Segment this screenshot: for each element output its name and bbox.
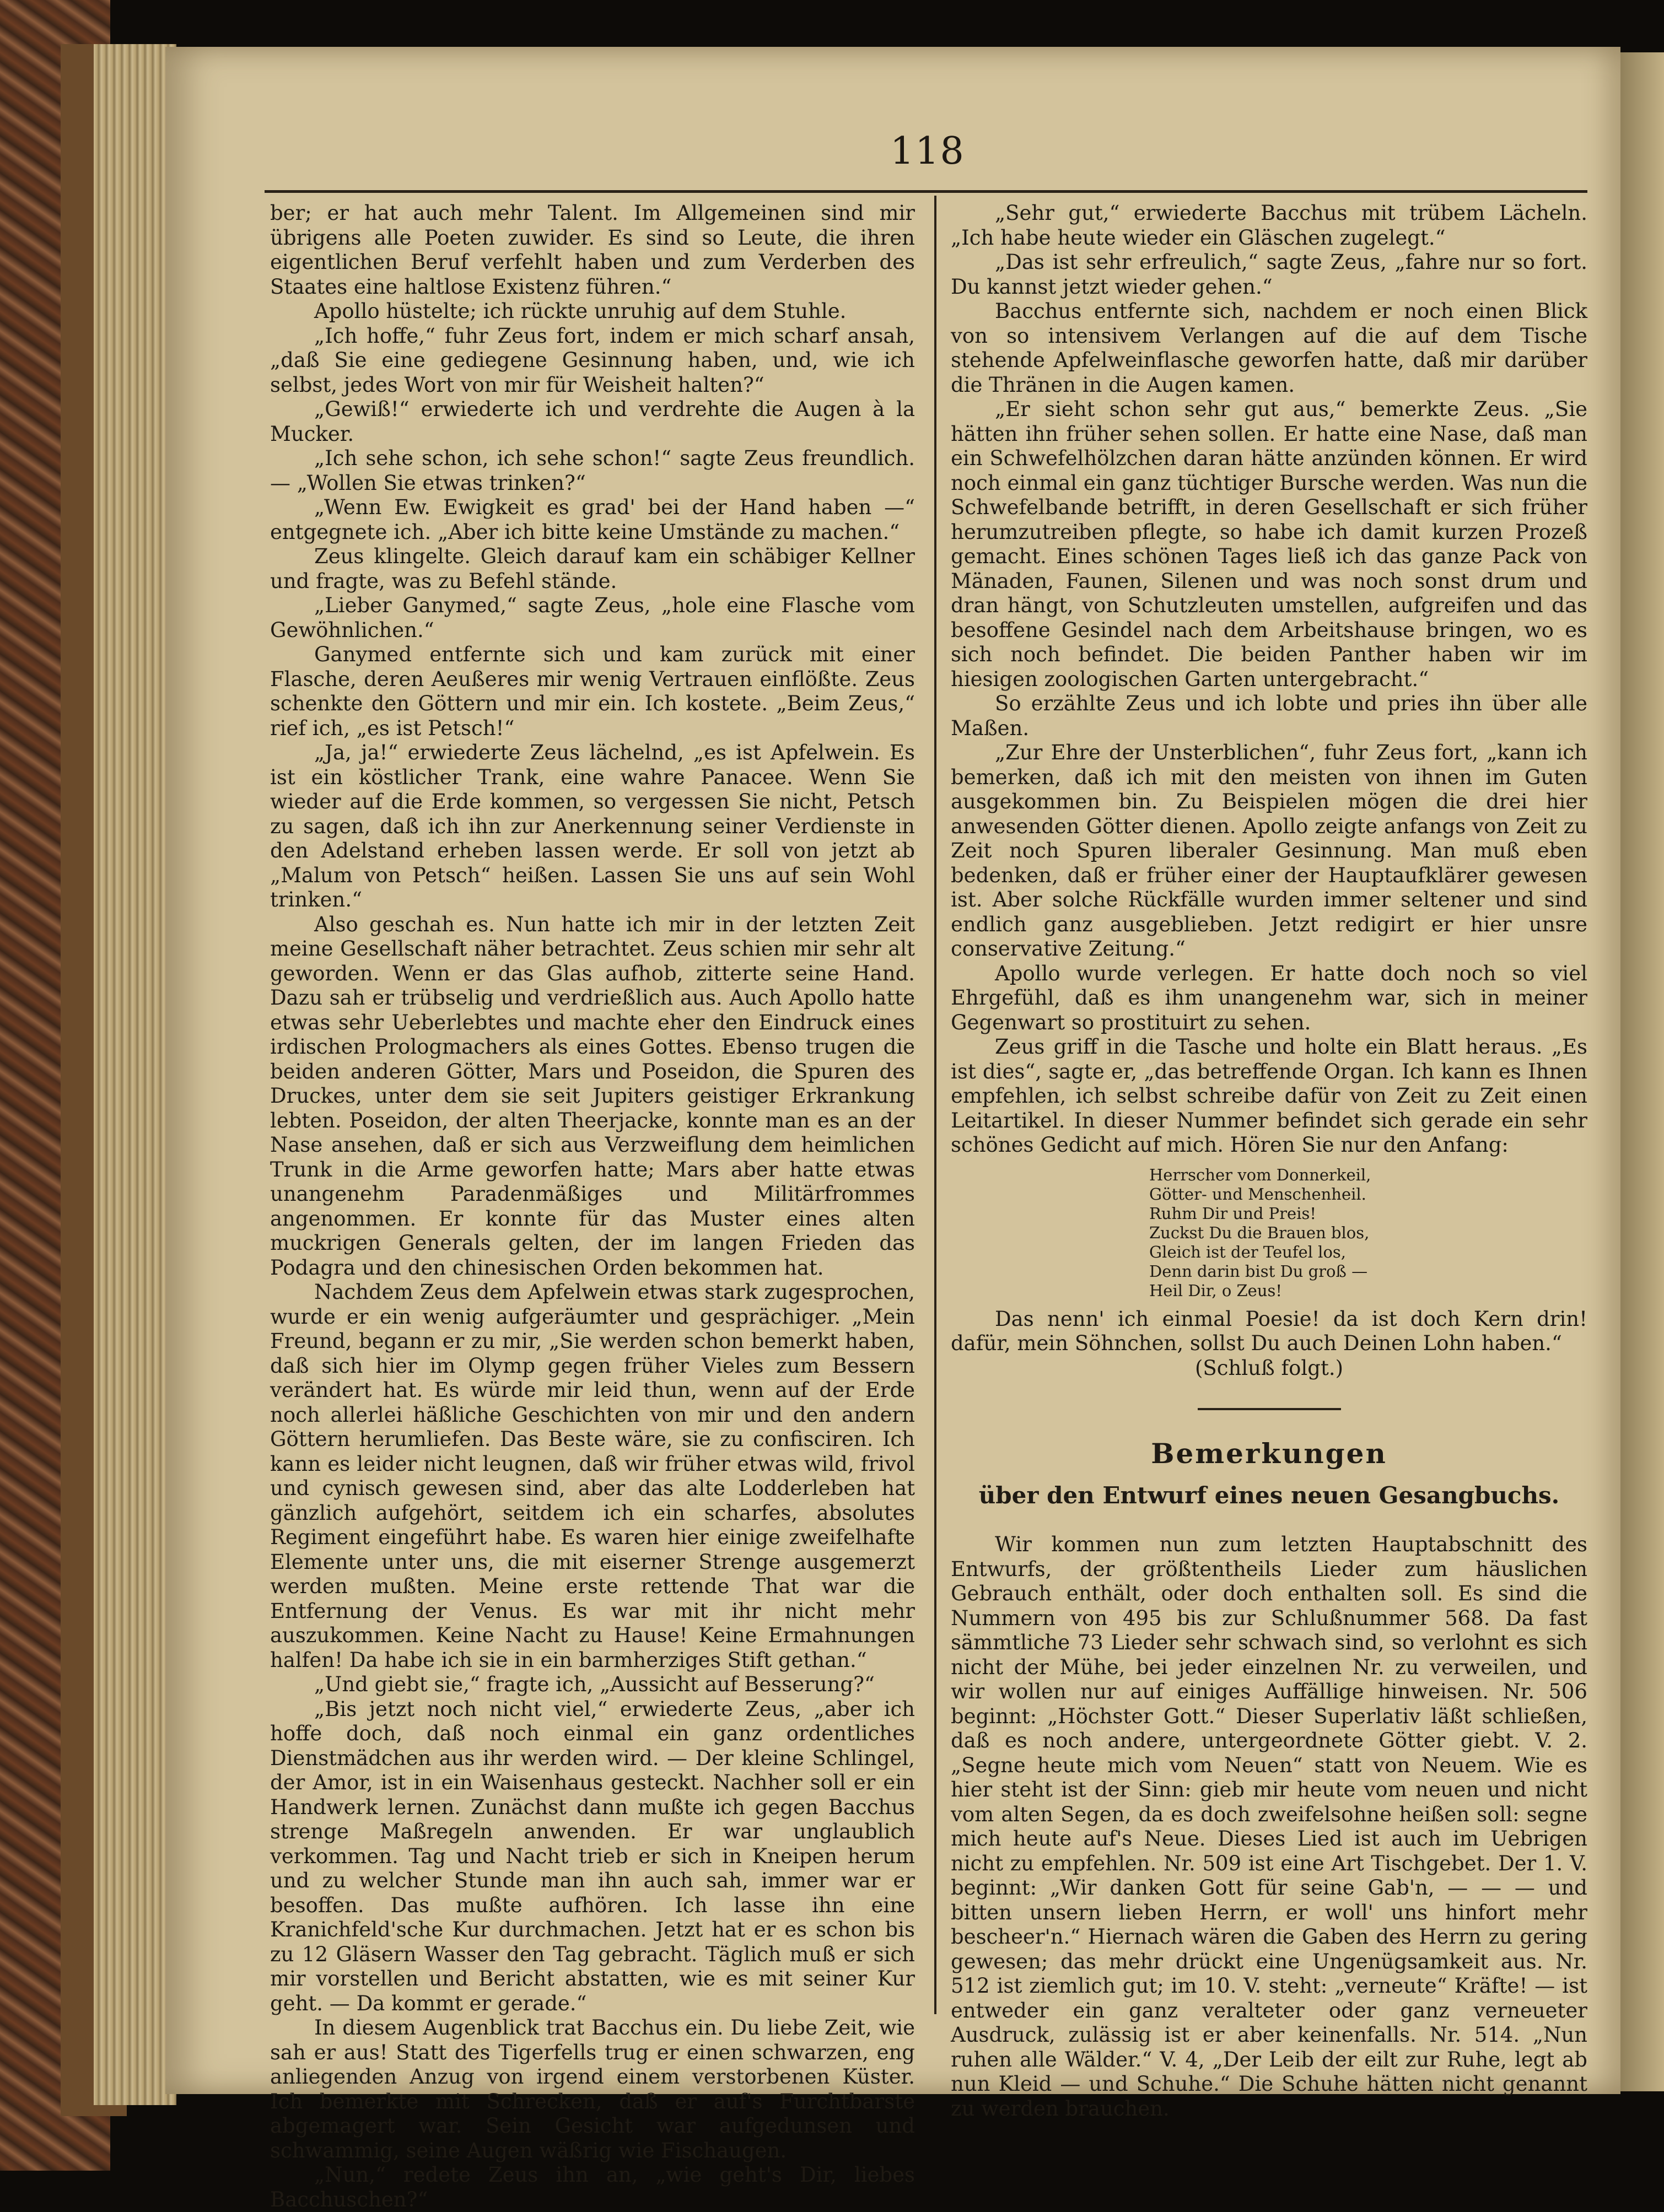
paragraph: „Wenn Ew. Ewigkeit es grad' bei der Hand haben —“ entgegnete ich. „Aber ich bitte keine Umstände zu machen.“	[270, 495, 915, 544]
paragraph: Bacchus entfernte sich, nachdem er noch einen Blick von so intensivem Verlangen auf die auf dem Tische stehende Apfelweinflasche geworfen hatte, daß mir darüber die Thränen in die Augen kamen.	[951, 299, 1587, 397]
paragraph: „Lieber Ganymed,“ sagte Zeus, „hole eine Flasche vom Gewöhnlichen.“	[270, 594, 915, 642]
paragraph: „Ich hoffe,“ fuhr Zeus fort, indem er mich scharf ansah, „daß Sie eine gediegene Gesinnung haben, und, wie ich selbst, jedes Wort von mir für Weisheit halten?“	[270, 323, 915, 397]
story-continuation	[951, 201, 1587, 1158]
paragraph: „Ich sehe schon, ich sehe schon!“ sagte Zeus freundlich. — „Wollen Sie etwas trinken?“	[270, 446, 915, 495]
paragraph: „Bis jetzt noch nicht viel,“ erwiederte Zeus, „aber ich hoffe doch, daß noch einmal ein ganz ordentliches Dienstmädchen aus ihr werden wird. — Der kleine Schlingel, der Amor, ist in ein Waisenhaus gesteckt. Nachher soll er ein Handwerk lernen. Zunächst dann mußte ich gegen Bacchus strenge Maßregeln anwenden. Er war unglaublich verkommen. Tag und Nacht trieb er sich in Kneipen herum und zu welcher Stunde man ihn auch sah, immer war er besoffen. Das mußte aufhören. Ich lasse ihn eine Kranichfeld'sche Kur durchmachen. Jetzt hat er es schon bis zu 12 Gläsern Wasser den Tag gebracht. Täglich muß er sich mir vorstellen und Bericht abstatten, wie es mit seiner Kur geht. — Da kommt er gerade.“	[270, 1697, 915, 2015]
paragraph: Nachdem Zeus dem Apfelwein etwas stark zugesprochen, wurde er ein wenig aufgeräumter und gesprächiger. „Mein Freund, begann er zu mir, „Sie werden schon bemerkt haben, daß sich hier im Olymp gegen früher Vieles zum Bessern verändert hat. Es würde mir leid thun, wenn auf der Erde noch allerlei häßliche Geschichten von mir und den andern Göttern herumliefen. Das Beste wäre, sie zu confisciren. Ich kann es leider nicht leugnen, daß wir früher etwas wild, frivol und cynisch gewesen sind, aber das alte Lodderleben hat gänzlich aufgehört, seitdem ich ein scharfes, absolutes Regiment eingeführt habe. Es waren hier einige zweifelhafte Elemente unter uns, die mit eiserner Strenge ausgemerzt werden mußten. Meine erste rettende That war die Entfernung der Venus. Es war mit ihr nicht mehr auszukommen. Keine Nacht zu Hause! Keine Ermahnungen halfen! Da habe ich sie in ein barmherziges Stift gethan.“	[270, 1280, 915, 1672]
poem-line: Götter- und Menschenheil.	[1149, 1184, 1366, 1204]
paragraph: In diesem Augenblick trat Bacchus ein. Du liebe Zeit, wie sah er aus! Statt des Tigerfells trug er einen schwarzen, eng anliegenden Anzug von irgend einem verstorbenen Küster. Ich bemerkte mit Schrecken, daß er auf's Furchtbarste abgemagert war. Sein Gesicht war aufgedunsen und schwammig, seine Augen wäßrig wie Fischaugen.	[270, 2016, 915, 2162]
paragraph: „Zur Ehre der Unsterblichen“, fuhr Zeus fort, „kann ich bemerken, daß ich mit den meisten von ihnen im Guten ausgekommen bin. Zu Beispielen mögen die drei hier anwesenden Götter dienen. Apollo zeigte anfangs von Zeit zu Zeit noch Spuren liberaler Gesinnung. Man muß eben bedenken, daß er früher einer der Hauptaufklärer gewesen ist. Aber solche Rückfälle wurden immer seltener und sind endlich ganz ausgeblieben. Jetzt redigirt er hier unsre conservative Zeitung.“	[951, 741, 1587, 961]
paragraph: „Nun,“ redete Zeus ihn an, „wie geht's Dir, liebes Bacchuschen?“	[270, 2163, 915, 2211]
paragraph: „Er sieht schon sehr gut aus,“ bemerkte Zeus. „Sie hätten ihn früher sehen sollen. Er hatte eine Nase, daß man ein Schwefelhölzchen daran hätte anzünden können. Er wird noch einmal ein ganz tüchtiger Bursche werden. Was nun die Schwefelbande betrifft, in deren Gesellschaft er sich früher herumzutreiben pflegte, so habe ich damit kurzen Prozeß gemacht. Eines schönen Tages ließ ich das ganze Pack von Mänaden, Faunen, Silenen und was noch sonst drum und dran hängt, von Schutzleuten umstellen, aufgreifen und das besoffene Gesindel nach dem Arbeitshause bringen, wo es sich noch befindet. Die beiden Panther haben wir im hiesigen zoologischen Garten untergebracht.“	[951, 397, 1587, 691]
continued-note: (Schluß folgt.)	[1194, 1356, 1344, 1380]
paragraph: ber; er hat auch mehr Talent. Im Allgemeinen sind mir übrigens alle Poeten zuwider. Es sind so Leute, die ihren eigentlichen Beruf verfehlt haben und zum Verderben des Staates eine haltlose Existenz führen.“	[270, 201, 915, 299]
article-body: Wir kommen nun zum letzten Hauptabschnitt des Entwurfs, der größtentheils Lieder zum häuslichen Gebrauch enthält, oder doch enthalten soll. Es sind die Nummern von 495 bis zur Schlußnummer 568. Da fast sämmtliche 73 Lieder sehr schwach sind, so verlohnt es sich nicht der Mühe, bei jeder einzelnen Nr. zu verweilen, und wir wollen nur auf einiges Auffällige hinweisen. Nr. 506 beginnt: „Höchster Gott.“ Dieser Superlativ läßt schließen, daß es noch andere, untergeordnete Götter giebt. V. 2. „Segne heute mich vom Neuen“ statt von Neuem. Wie es hier steht ist der Sinn: gieb mir heute vom neuen und nicht vom alten Segen, da es doch zweifelsohne heißen soll: segne mich heute auf's Neue. Dieses Lied ist auch im Uebrigen nicht zu empfehlen. Nr. 509 ist eine Art Tischgebet. Der 1. V. beginnt: „Wir danken Gott für seine Gab'n, — — — und bitten unsern lieben Herrn, er woll' uns hinfort mehr bescheer'n.“ Hiernach wären die Gaben des Herrn zu gering gewesen; das mehr drückt eine Ungenügsamkeit aus. Nr. 512 ist ziemlich gut; im 10. V. steht: „verneute“ Kräfte! — ist entweder ein ganz veralteter oder ganz verneueter Ausdruck, zulässig ist er aber keinenfalls. Nr. 514. „Nun ruhen alle Wälder.“ V. 4, „Der Leib der eilt zur Ruhe, legt ab nun Kleid — und Schuhe.“ Die Schuhe hätten nicht genannt zu werden brauchen.	[951, 1533, 1587, 2121]
paragraph: Apollo wurde verlegen. Er hatte doch noch so viel Ehrgefühl, daß es ihm unangenehm war, sich in meiner Gegenwart so prostituirt zu sehen.	[951, 961, 1587, 1034]
paragraph: Ganymed entfernte sich und kam zurück mit einer Flasche, deren Aeußeres mir wenig Vertrauen einflößte. Zeus schenkte den Göttern und mir ein. Ich kostete. „Beim Zeus,“ rief ich, „es ist Petsch!“	[270, 643, 915, 740]
article-title: Bemerkungen	[1151, 1437, 1387, 1470]
paragraph: So erzählte Zeus und ich lobte und pries ihn über alle Maßen.	[951, 692, 1587, 740]
paragraph: „Sehr gut,“ erwiederte Bacchus mit trübem Lächeln. „Ich habe heute wieder ein Gläschen zugelegt.“	[951, 201, 1587, 250]
next-page-edge	[1615, 52, 1664, 2091]
paragraph: Apollo hüstelte; ich rückte unruhig auf dem Stuhle.	[314, 299, 847, 323]
paragraph: „Gewiß!“ erwiederte ich und verdrehte die Augen à la Mucker.	[270, 397, 915, 446]
poem-line: Denn darin bist Du groß —	[1149, 1261, 1368, 1281]
poem-line: Heil Dir, o Zeus!	[1149, 1281, 1283, 1300]
paragraph: Zeus klingelte. Gleich darauf kam ein schäbiger Kellner und fragte, was zu Befehl stände.	[270, 544, 915, 593]
column-rule	[934, 196, 936, 2014]
poem-line: Zuckst Du die Brauen blos,	[1149, 1223, 1370, 1242]
paragraph: Also geschah es. Nun hatte ich mir in der letzten Zeit meine Gesellschaft näher betrachtet. Zeus schien mir sehr alt geworden. Wenn er das Glas aufhob, zitterte seine Hand. Dazu sah er trübselig und verdrießlich aus. Auch Apollo hatte etwas sehr Ueberlebtes und machte eher den Eindruck eines irdischen Prologmachers als eines Gottes. Ebenso trugen die beiden anderen Götter, Mars und Poseidon, die Spuren des Druckes, unter dem sie seit Jupiters geistiger Erkrankung lebten. Poseidon, der alten Theerjacke, konnte man es an der Nase ansehen, daß er sich aus Verzweiflung dem heimlichen Trunk in die Arme geworfen hatte; Mars aber hatte etwas unangenehm Paradenmäßiges und Militärfrommes angenommen. Er konnte für das Muster eines alten muckrigen Generals gelten, der im langen Frieden das Podagra und den chinesischen Orden bekommen hat.	[270, 912, 915, 1280]
poem	[1149, 1166, 1587, 1301]
paragraph: „Ja, ja!“ erwiederte Zeus lächelnd, „es ist Apfelwein. Es ist ein köstlicher Trank, eine wahre Panacee. Wenn Sie wieder auf die Erde kommen, so vergessen Sie nicht, Petsch zu sagen, daß ich ihn zur Anerkennung seiner Verdienste in den Adelstand erheben lassen werde. Er soll von jetzt ab „Malum von Petsch“ heißen. Lassen Sie uns auf sein Wohl trinken.“	[270, 741, 915, 911]
poem-line: Herrscher vom Donnerkeil,	[1149, 1165, 1371, 1184]
poem-line: Ruhm Dir und Preis!	[1149, 1204, 1316, 1223]
page-number: 118	[890, 130, 965, 173]
poem-line: Gleich ist der Teufel los,	[1149, 1242, 1347, 1261]
paragraph: „Und giebt sie,“ fragte ich, „Aussicht auf Besserung?“	[314, 1673, 875, 1696]
after-poem-paragraph: Das nenn' ich einmal Poesie! da ist doch Kern drin! dafür, mein Söhnchen, sollst Du auch Deinen Lohn haben.“	[951, 1307, 1587, 1355]
paragraph: Zeus griff in die Tasche und holte ein Blatt heraus. „Es ist dies“, sagte er, „das betreffende Organ. Ich kann es Ihnen empfehlen, ich selbst schreibe dafür von Zeit zu Zeit einen Leitartikel. In dieser Nummer befindet sich gerade ein sehr schönes Gedicht auf mich. Hören Sie nur den Anfang:	[951, 1035, 1587, 1157]
paragraph: „Das ist sehr erfreulich,“ sagte Zeus, „fahre nur so fort. Du kannst jetzt wieder gehen.“	[951, 250, 1587, 299]
right-column	[951, 201, 1587, 2121]
left-column	[270, 201, 915, 2212]
page-edges	[94, 44, 176, 2105]
section-divider	[1198, 1408, 1341, 1410]
header-rule	[265, 190, 1587, 193]
article-subtitle: über den Entwurf eines neuen Gesangbuchs.	[978, 1482, 1560, 1509]
